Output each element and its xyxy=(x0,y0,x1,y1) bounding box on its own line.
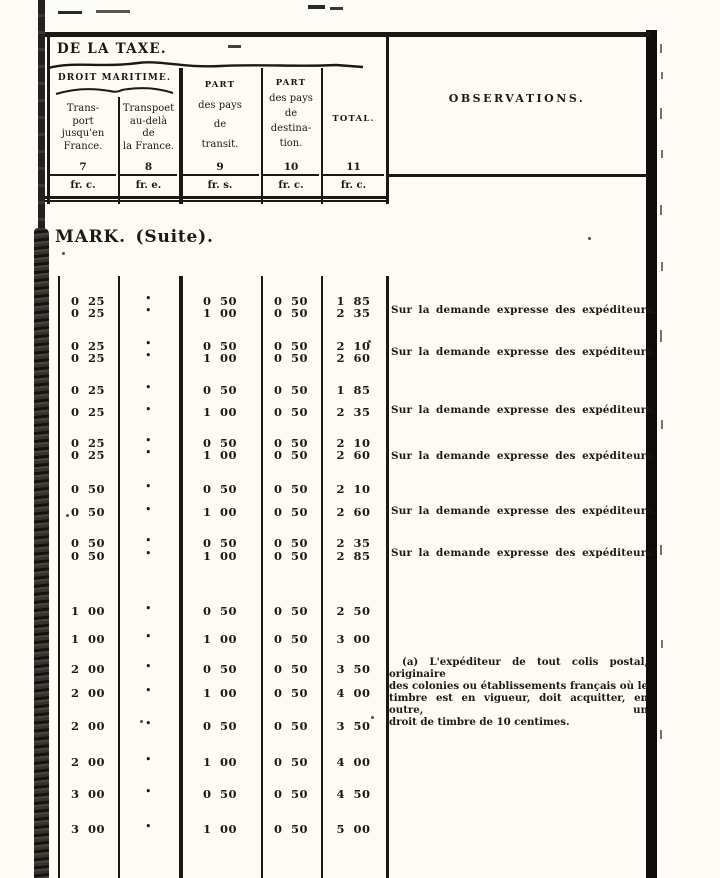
table-row xyxy=(0,351,420,365)
cell-total: 2 85 xyxy=(336,549,371,563)
scan-artifact xyxy=(62,252,65,255)
header-bottom-rule xyxy=(45,196,389,202)
cell-part-pays-destination: 0 50 xyxy=(273,662,308,676)
cell-part-pays-destination: 0 50 xyxy=(273,436,308,450)
table-row xyxy=(0,822,420,836)
cell-transport-au-dela-france: • xyxy=(145,549,152,559)
cell-transport-au-dela-france: • xyxy=(145,294,152,304)
scan-artifact xyxy=(660,330,662,342)
cell-part-pays-transit: 0 50 xyxy=(202,787,237,801)
cell-transport-jusquen-france: 0 25 xyxy=(70,448,105,462)
scan-artifact xyxy=(330,7,343,10)
table-row xyxy=(0,405,420,419)
column-header-lines xyxy=(181,72,259,154)
column-header-line: transit. xyxy=(201,138,239,150)
cell-part-pays-destination: 0 50 xyxy=(273,755,308,769)
cell-part-pays-transit: 1 00 xyxy=(202,306,237,320)
cell-transport-au-dela-france: • xyxy=(145,536,152,546)
cell-total: 3 00 xyxy=(336,632,371,646)
cell-total: 2 10 xyxy=(336,436,371,450)
cell-part-pays-transit: 0 50 xyxy=(202,339,237,353)
cell-total: 2 60 xyxy=(336,505,371,519)
cell-part-pays-transit: 0 50 xyxy=(202,662,237,676)
scan-artifact xyxy=(660,205,662,215)
observation-line: Sur la demande expresse des expéditeurs. xyxy=(391,404,657,416)
table-row xyxy=(0,482,420,496)
cell-part-pays-destination: 0 50 xyxy=(273,448,308,462)
cell-transport-au-dela-france: • xyxy=(145,482,152,492)
table-row xyxy=(0,632,420,646)
column-unit: fr. c. xyxy=(50,174,116,196)
column-unit: fr. c. xyxy=(263,174,319,196)
column-header-line: France. xyxy=(63,140,103,152)
cell-part-pays-destination: 0 50 xyxy=(273,339,308,353)
column-header-line: au-delà xyxy=(129,115,168,127)
cell-total: 2 60 xyxy=(336,448,371,462)
column-header-line: des pays xyxy=(269,93,313,104)
scan-artifact xyxy=(660,108,662,119)
scan-artifact xyxy=(660,730,662,739)
observation-line: Sur la demande expresse des expéditeurs. xyxy=(391,346,657,358)
observation-line: Sur la demande expresse des expéditeurs. xyxy=(391,450,657,462)
observation-line: Sur la demande expresse des expéditeurs. xyxy=(391,505,657,517)
cell-transport-jusquen-france: 0 25 xyxy=(70,383,105,397)
column-number: 7 xyxy=(79,161,87,173)
scan-artifact xyxy=(58,11,82,14)
table-row xyxy=(0,662,420,676)
cell-transport-au-dela-france: • xyxy=(145,822,152,832)
cell-part-pays-destination: 0 50 xyxy=(273,482,308,496)
cell-part-pays-transit: 0 50 xyxy=(202,604,237,618)
cell-transport-jusquen-france: 0 50 xyxy=(70,482,105,496)
scan-artifact xyxy=(661,150,663,158)
table-row xyxy=(0,719,420,733)
scan-artifact xyxy=(661,640,663,648)
cell-part-pays-transit: 0 50 xyxy=(202,294,237,308)
column-header-lines xyxy=(323,72,384,126)
observation-line: Sur la demande expresse des expéditeurs. xyxy=(391,304,657,316)
footnote-line: timbre est en vigueur, doit acquitter, en outre, un xyxy=(389,692,648,717)
cell-transport-jusquen-france: 0 25 xyxy=(70,436,105,450)
cell-total: 2 50 xyxy=(336,604,371,618)
column-header-line: PART xyxy=(204,80,236,90)
scan-artifact xyxy=(660,545,662,555)
scan-artifact xyxy=(660,44,662,53)
cell-total: 5 00 xyxy=(336,822,371,836)
cell-part-pays-destination: 0 50 xyxy=(273,383,308,397)
cell-part-pays-destination: 0 50 xyxy=(273,604,308,618)
table-row xyxy=(0,505,420,519)
column-header-transport-au-dela-france xyxy=(120,98,177,174)
cell-transport-au-dela-france: • xyxy=(145,787,152,797)
cell-transport-au-dela-france: • xyxy=(145,505,152,515)
column-unit: fr. s. xyxy=(181,174,259,196)
scan-binding-edge-top xyxy=(38,0,45,232)
cell-part-pays-destination: 0 50 xyxy=(273,351,308,365)
column-header-lines xyxy=(50,98,116,153)
cell-transport-au-dela-france: • xyxy=(145,662,152,672)
cell-transport-jusquen-france: 2 00 xyxy=(70,686,105,700)
cell-transport-jusquen-france: 2 00 xyxy=(70,662,105,676)
cell-part-pays-transit: 0 50 xyxy=(202,383,237,397)
column-header-line: destina- xyxy=(270,123,312,134)
scan-artifact xyxy=(228,45,241,48)
cell-transport-au-dela-france: • xyxy=(145,383,152,393)
cell-part-pays-transit: 1 00 xyxy=(202,505,237,519)
cell-transport-jusquen-france: 3 00 xyxy=(70,822,105,836)
cell-transport-jusquen-france: 0 50 xyxy=(70,505,105,519)
column-header-total xyxy=(323,72,384,174)
cell-part-pays-destination: 0 50 xyxy=(273,306,308,320)
cell-transport-au-dela-france: • xyxy=(145,306,152,316)
column-header-line: port xyxy=(72,115,94,127)
column-header-line: Transpoet xyxy=(122,103,175,114)
cell-part-pays-transit: 1 00 xyxy=(202,448,237,462)
cell-transport-au-dela-france: • xyxy=(145,686,152,696)
cell-total: 4 00 xyxy=(336,686,371,700)
observations-divider xyxy=(386,34,389,204)
cell-part-pays-destination: 0 50 xyxy=(273,536,308,550)
table-top-border xyxy=(45,32,651,37)
cell-transport-jusquen-france: 0 25 xyxy=(70,405,105,419)
column-number: 11 xyxy=(346,161,361,173)
cell-transport-au-dela-france: • xyxy=(145,351,152,361)
column-number: 8 xyxy=(144,161,153,173)
footnote xyxy=(389,656,648,729)
column-header-transport-jusquen-france xyxy=(50,98,116,174)
cell-transport-au-dela-france: • xyxy=(145,448,152,458)
cell-part-pays-transit: 1 00 xyxy=(202,549,237,563)
cell-transport-jusquen-france: 1 00 xyxy=(70,632,105,646)
cell-transport-au-dela-france: • xyxy=(145,436,152,446)
cell-part-pays-transit: 1 00 xyxy=(202,822,237,836)
column-header-line: de xyxy=(142,128,155,139)
column-header-line: des pays xyxy=(198,99,242,111)
cell-total: 3 50 xyxy=(336,719,371,733)
cell-part-pays-transit: 0 50 xyxy=(202,482,237,496)
column-header-lines xyxy=(120,98,177,153)
cell-total: 3 50 xyxy=(336,662,371,676)
table-row xyxy=(0,755,420,769)
cell-part-pays-transit: 0 50 xyxy=(202,719,237,733)
column-number: 10 xyxy=(283,161,299,173)
table-row xyxy=(0,306,420,320)
cell-total: 1 85 xyxy=(336,294,371,308)
table-title: DE LA TAXE. xyxy=(57,41,167,57)
cell-part-pays-destination: 0 50 xyxy=(273,787,308,801)
cell-part-pays-destination: 0 50 xyxy=(273,822,308,836)
column-header-line: Trans- xyxy=(66,103,100,114)
table-row xyxy=(0,787,420,801)
table-row xyxy=(0,686,420,700)
cell-part-pays-destination: 0 50 xyxy=(273,405,308,419)
cell-part-pays-transit: 0 50 xyxy=(202,436,237,450)
brace-rule xyxy=(54,85,176,96)
column-number: 9 xyxy=(216,161,224,173)
cell-transport-jusquen-france: 0 50 xyxy=(70,549,105,563)
cell-part-pays-destination: 0 50 xyxy=(273,549,308,563)
column-header-line: tion. xyxy=(279,138,303,149)
column-header-line: de xyxy=(284,108,298,119)
cell-total: 1 85 xyxy=(336,383,371,397)
cell-transport-jusquen-france: 2 00 xyxy=(70,719,105,733)
cell-transport-jusquen-france: 0 25 xyxy=(70,339,105,353)
cell-part-pays-destination: 0 50 xyxy=(273,719,308,733)
cell-part-pays-destination: 0 50 xyxy=(273,505,308,519)
table-row xyxy=(0,549,420,563)
column-header-line: la France. xyxy=(122,140,175,152)
cell-part-pays-transit: 1 00 xyxy=(202,686,237,700)
cell-part-pays-transit: 1 00 xyxy=(202,755,237,769)
cell-part-pays-transit: 1 00 xyxy=(202,405,237,419)
scan-artifact xyxy=(661,420,663,429)
column-header-part-pays-transit xyxy=(181,72,259,174)
cell-transport-jusquen-france: 1 00 xyxy=(70,604,105,618)
cell-total: 2 10 xyxy=(336,482,371,496)
footnote-line: des colonies ou établissements français où le xyxy=(389,680,648,693)
cell-transport-au-dela-france: • xyxy=(145,604,152,614)
cell-transport-au-dela-france: • xyxy=(145,632,152,642)
column-unit: fr. e. xyxy=(120,174,177,196)
cell-transport-au-dela-france: • xyxy=(145,339,152,349)
scan-artifact xyxy=(308,5,325,9)
scan-artifact xyxy=(588,237,591,240)
cell-total: 2 10 xyxy=(336,339,371,353)
footnote-line: (a) L'expéditeur de tout colis postal, originaire xyxy=(389,656,648,681)
cell-total: 4 50 xyxy=(336,787,371,801)
cell-transport-jusquen-france: 0 25 xyxy=(70,306,105,320)
table-row xyxy=(0,604,420,618)
cell-total: 2 35 xyxy=(336,306,371,320)
cell-transport-au-dela-france: • xyxy=(145,719,152,729)
table-row xyxy=(0,536,420,550)
cell-transport-jusquen-france: 2 00 xyxy=(70,755,105,769)
cell-part-pays-transit: 1 00 xyxy=(202,632,237,646)
column-header-lines xyxy=(263,72,319,151)
column-header-part-pays-destination xyxy=(263,72,319,174)
cell-total: 2 60 xyxy=(336,351,371,365)
cell-total: 4 00 xyxy=(336,755,371,769)
column-header-line: TOTAL. xyxy=(332,114,375,124)
cell-transport-jusquen-france: 0 25 xyxy=(70,294,105,308)
cell-transport-au-dela-france: • xyxy=(145,755,152,765)
column-unit: fr. c. xyxy=(323,174,384,196)
cell-transport-jusquen-france: 3 00 xyxy=(70,787,105,801)
column-header-line: jusqu'en xyxy=(61,128,105,139)
cell-total: 2 35 xyxy=(336,405,371,419)
observation-line: Sur la demande expresse des expéditeurs. xyxy=(391,547,657,559)
squiggle-rule xyxy=(46,58,366,72)
cell-part-pays-destination: 0 50 xyxy=(273,294,308,308)
observations-header: OBSERVATIONS. xyxy=(448,92,586,105)
observations-bottom-rule xyxy=(386,174,648,177)
cell-part-pays-transit: 0 50 xyxy=(202,536,237,550)
scan-artifact xyxy=(661,72,663,79)
cell-part-pays-destination: 0 50 xyxy=(273,686,308,700)
column-header-line: de xyxy=(213,119,227,130)
cell-total: 2 35 xyxy=(336,536,371,550)
section-heading: MARK. (Suite). xyxy=(55,227,214,247)
droit-maritime-header: DROIT MARITIME. xyxy=(57,73,172,83)
cell-transport-au-dela-france: • xyxy=(145,405,152,415)
table-row xyxy=(0,448,420,462)
cell-transport-jusquen-france: 0 50 xyxy=(70,536,105,550)
cell-transport-jusquen-france: 0 25 xyxy=(70,351,105,365)
cell-part-pays-destination: 0 50 xyxy=(273,632,308,646)
footnote-line: droit de timbre de 10 centimes. xyxy=(389,716,570,729)
table-row xyxy=(0,383,420,397)
cell-part-pays-transit: 1 00 xyxy=(202,351,237,365)
column-header-line: PART xyxy=(275,78,307,88)
scan-artifact xyxy=(661,262,663,271)
scan-artifact xyxy=(96,10,130,13)
